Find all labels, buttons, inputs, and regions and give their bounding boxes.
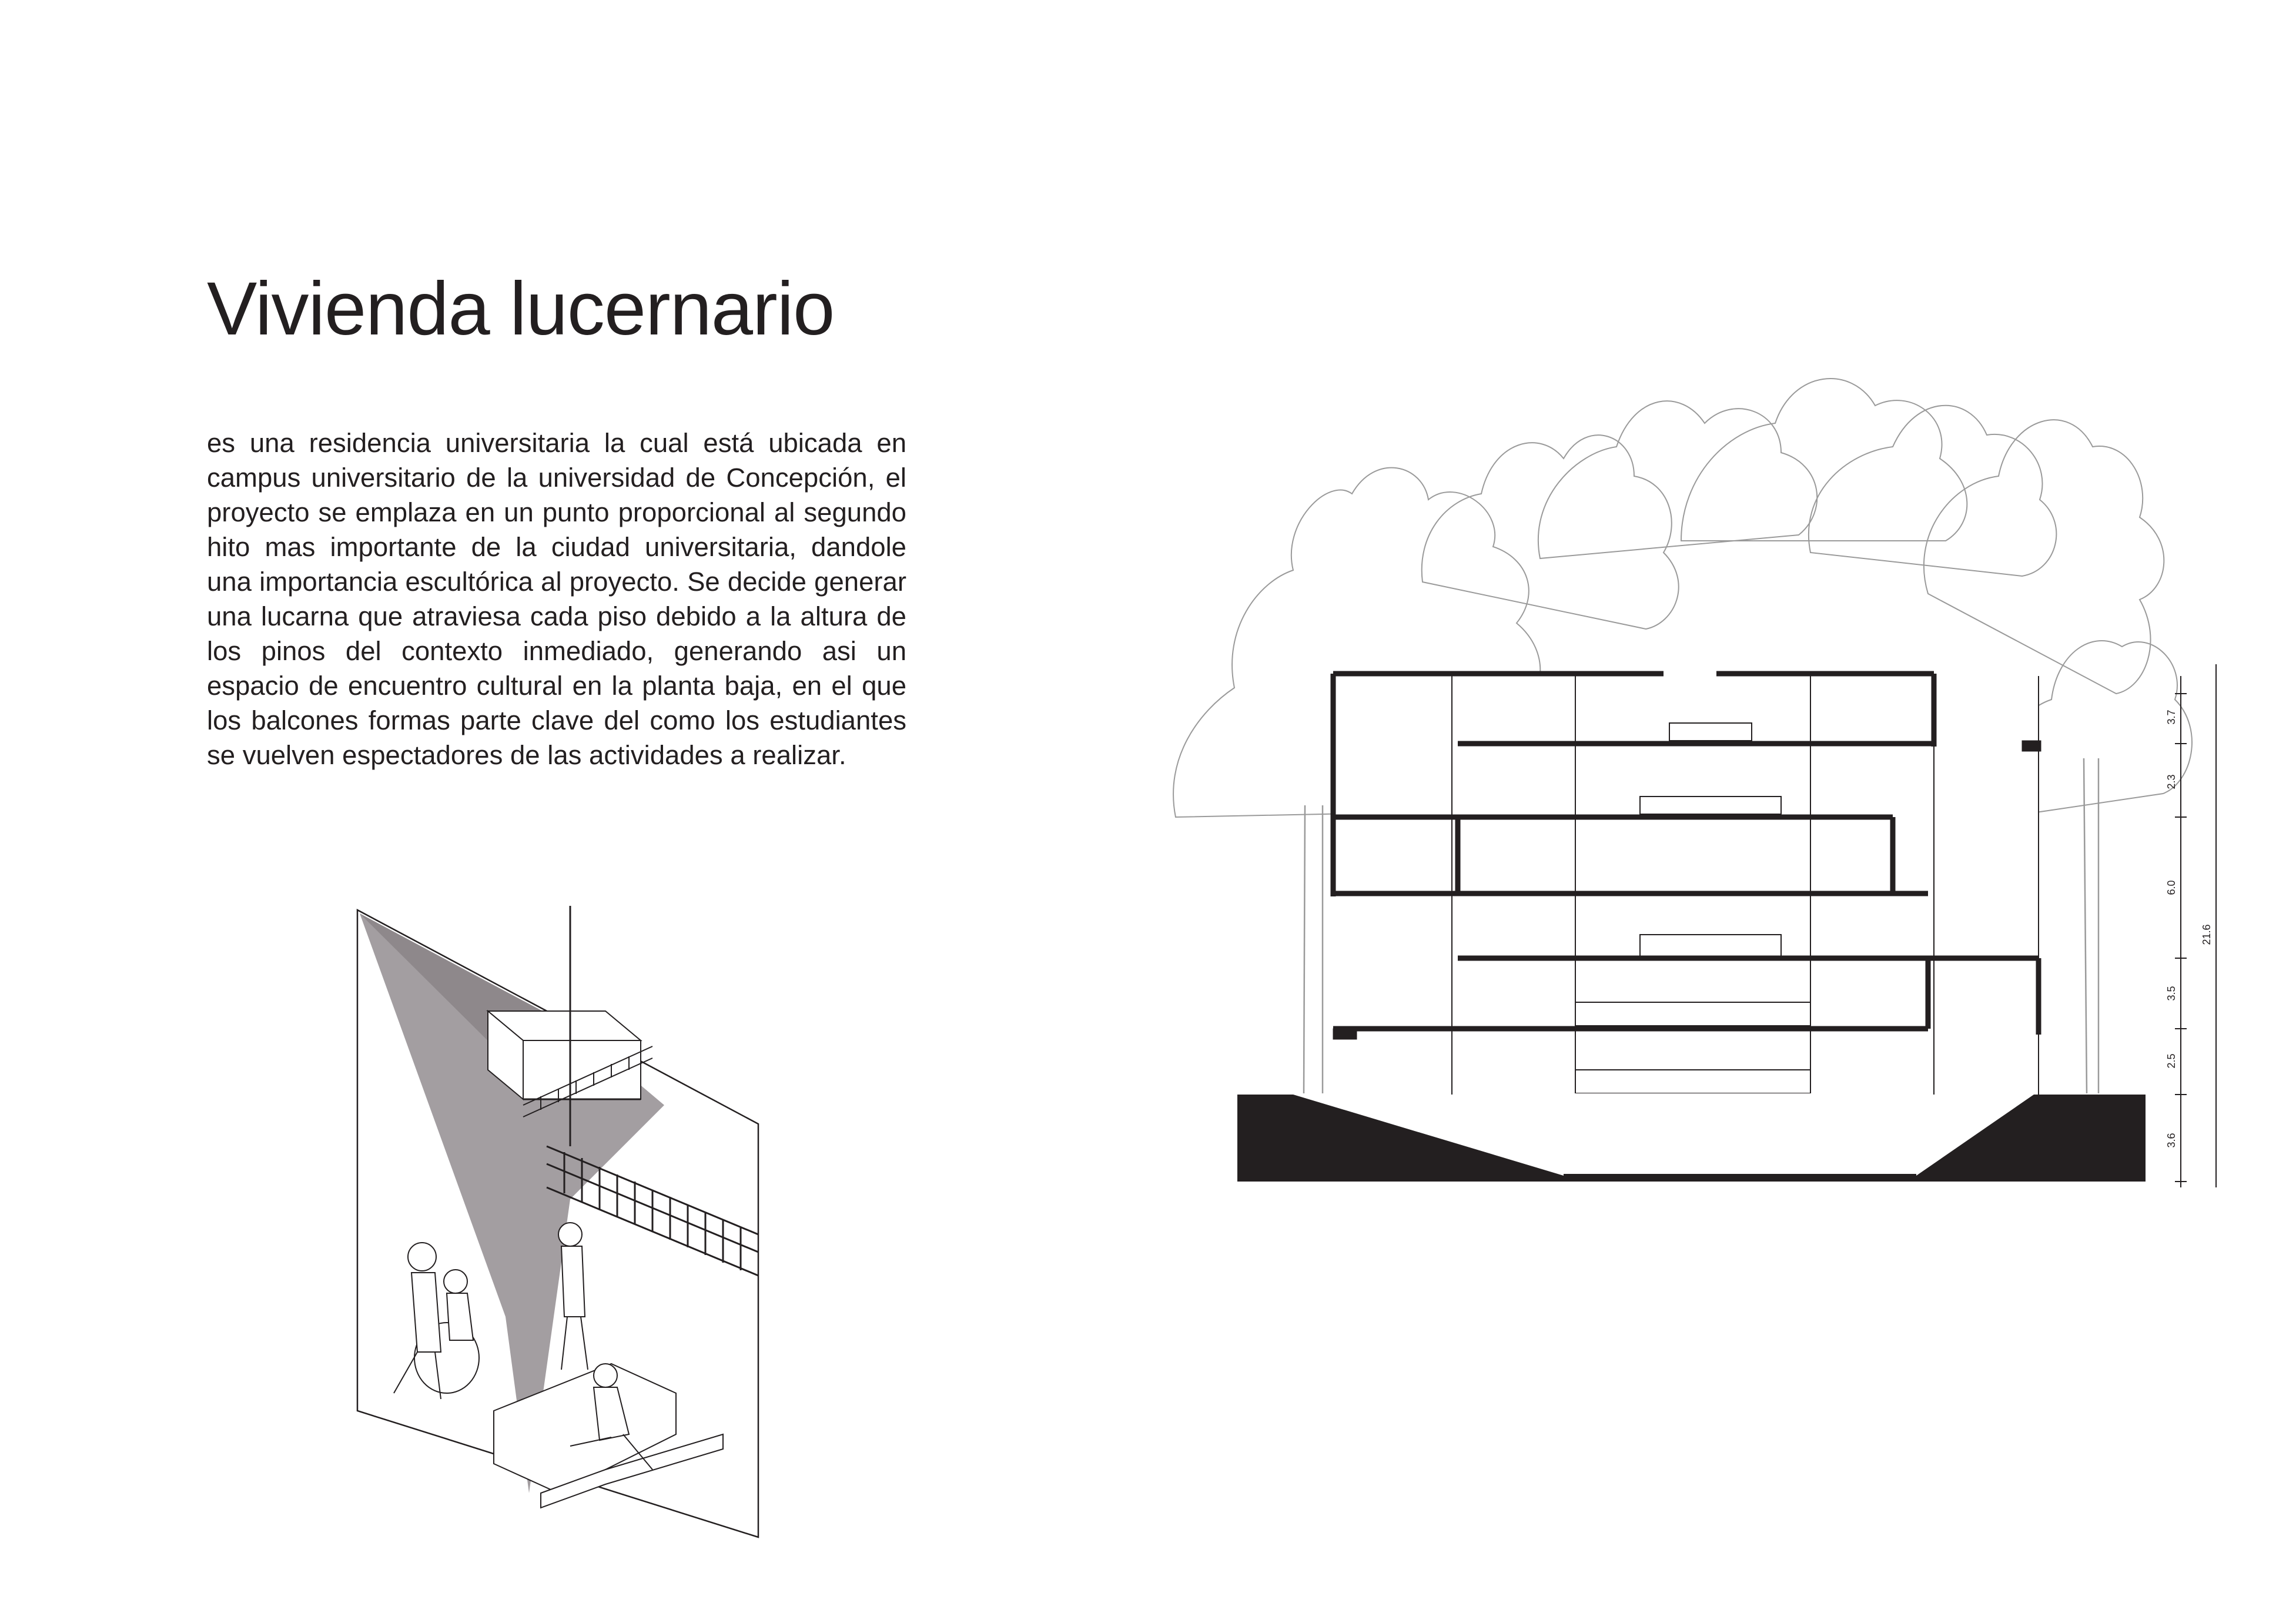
building-section-drawing xyxy=(1152,347,2234,1193)
project-description: es una residencia universitaria la cual está ubicada en campus universitario de la universidad de Concepción, el proyecto se emplaza en un punto proporcional al segundo hito mas importante de la ciudad universitaria, dandole una importancia escultórica al proyecto. Se decide generar una lucarna que atraviesa cada piso debido a la altura de los pinos del contexto inmediado, generando asi un espacio de encuentro cultural en la planta baja, en el que los balcones formas parte clave del como los estudiantes se vuelven espectadores de las actividades a realizar. xyxy=(207,428,906,770)
dimension-label: 3.6 xyxy=(2166,1133,2177,1148)
dimension-label: 6.0 xyxy=(2166,880,2177,895)
isometric-lightwell-drawing xyxy=(347,905,776,1540)
dimension-label: 3.7 xyxy=(2166,710,2177,725)
dimension-label: 2.5 xyxy=(2166,1053,2177,1069)
dimension-total: 21.6 xyxy=(2201,924,2213,945)
building xyxy=(1333,674,2041,1095)
ground-base xyxy=(1237,1093,2146,1182)
dimension-label: 3.5 xyxy=(2166,986,2177,1001)
dimension-label: 2.3 xyxy=(2166,774,2177,789)
page-title: Vivienda lucernario xyxy=(207,267,835,351)
